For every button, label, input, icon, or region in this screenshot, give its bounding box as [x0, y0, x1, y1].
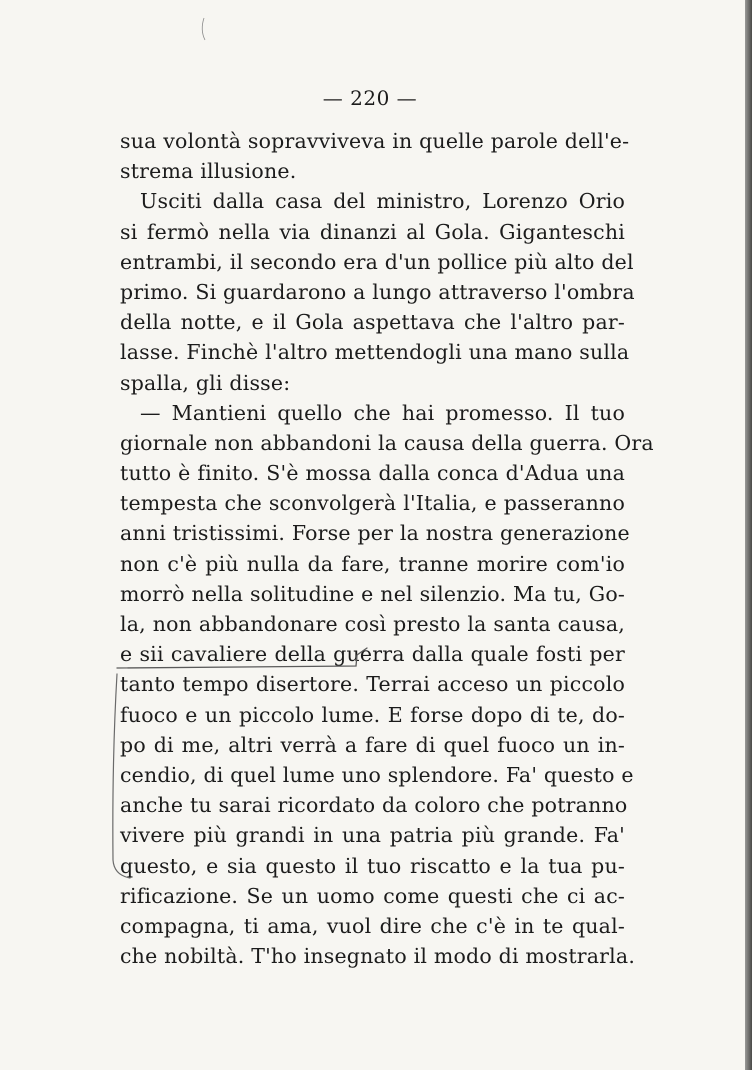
body-text	[120, 126, 654, 971]
page-binding-edge	[745, 0, 752, 1070]
text-line: morrò nella solitudine e nel silenzio. Ma tu, Go-	[120, 581, 625, 606]
text-line: fuoco e un piccolo lume. E forse dopo di te, do-	[120, 702, 625, 727]
page-number: — 220 —	[322, 86, 418, 110]
text-line: che nobiltà. T'ho insegnato il modo di mostrarla.	[120, 944, 636, 969]
text-line: primo. Si guardarono a lungo attraverso l'ombra	[120, 279, 635, 304]
text-line: vivere più grandi in una patria più grande. Fa'	[120, 823, 625, 848]
text-line: questo, e sia questo il tuo riscatto e la tua pu-	[120, 853, 625, 878]
text-line: po di me, altri verrà a fare di quel fuoco un in-	[120, 732, 625, 757]
text-line: compagna, ti ama, vuol dire che c'è in te qual-	[120, 913, 625, 938]
text-line: entrambi, il secondo era d'un pollice più alto del	[120, 249, 634, 274]
text-line: cendio, di quel lume uno splendore. Fa' questo e	[120, 762, 634, 787]
text-line: sua volontà sopravviveva in quelle parole dell'e-	[120, 129, 630, 153]
text-line: strema illusione.	[120, 159, 297, 184]
text-line: tutto è finito. S'è mossa dalla conca d'Adua una	[120, 461, 625, 486]
text-line: la, non abbandonare così presto la santa causa,	[120, 612, 625, 636]
text-line: spalla, gli disse:	[120, 370, 291, 395]
text-line: tanto tempo disertore. Terrai acceso un piccolo	[120, 672, 625, 697]
text-line: lasse. Finchè l'altro mettendogli una mano sulla	[120, 340, 630, 365]
text-line: e sii cavaliere della guerra dalla quale fosti per	[120, 642, 625, 667]
text-line: Usciti dalla casa del ministro, Lorenzo Orio	[140, 189, 625, 214]
text-line: — Mantieni quello che hai promesso. Il tuo	[140, 400, 625, 425]
text-line: si fermò nella via dinanzi al Gola. Giganteschi	[120, 219, 625, 244]
text-line: tempesta che sconvolgerà l'Italia, e passeranno	[120, 491, 625, 516]
text-line: non c'è più nulla da fare, tranne morire com'io	[120, 551, 625, 576]
text-line: giornale non abbandoni la causa della guerra. Ora	[120, 430, 654, 455]
text-line: anche tu sarai ricordato da coloro che potranno	[120, 793, 628, 818]
text-line: della notte, e il Gola aspettava che l'altro par-	[120, 310, 625, 335]
text-line: rificazione. Se un uomo come questi che ci ac-	[120, 883, 625, 908]
text-line: anni tristissimi. Forse per la nostra generazione	[120, 521, 630, 546]
